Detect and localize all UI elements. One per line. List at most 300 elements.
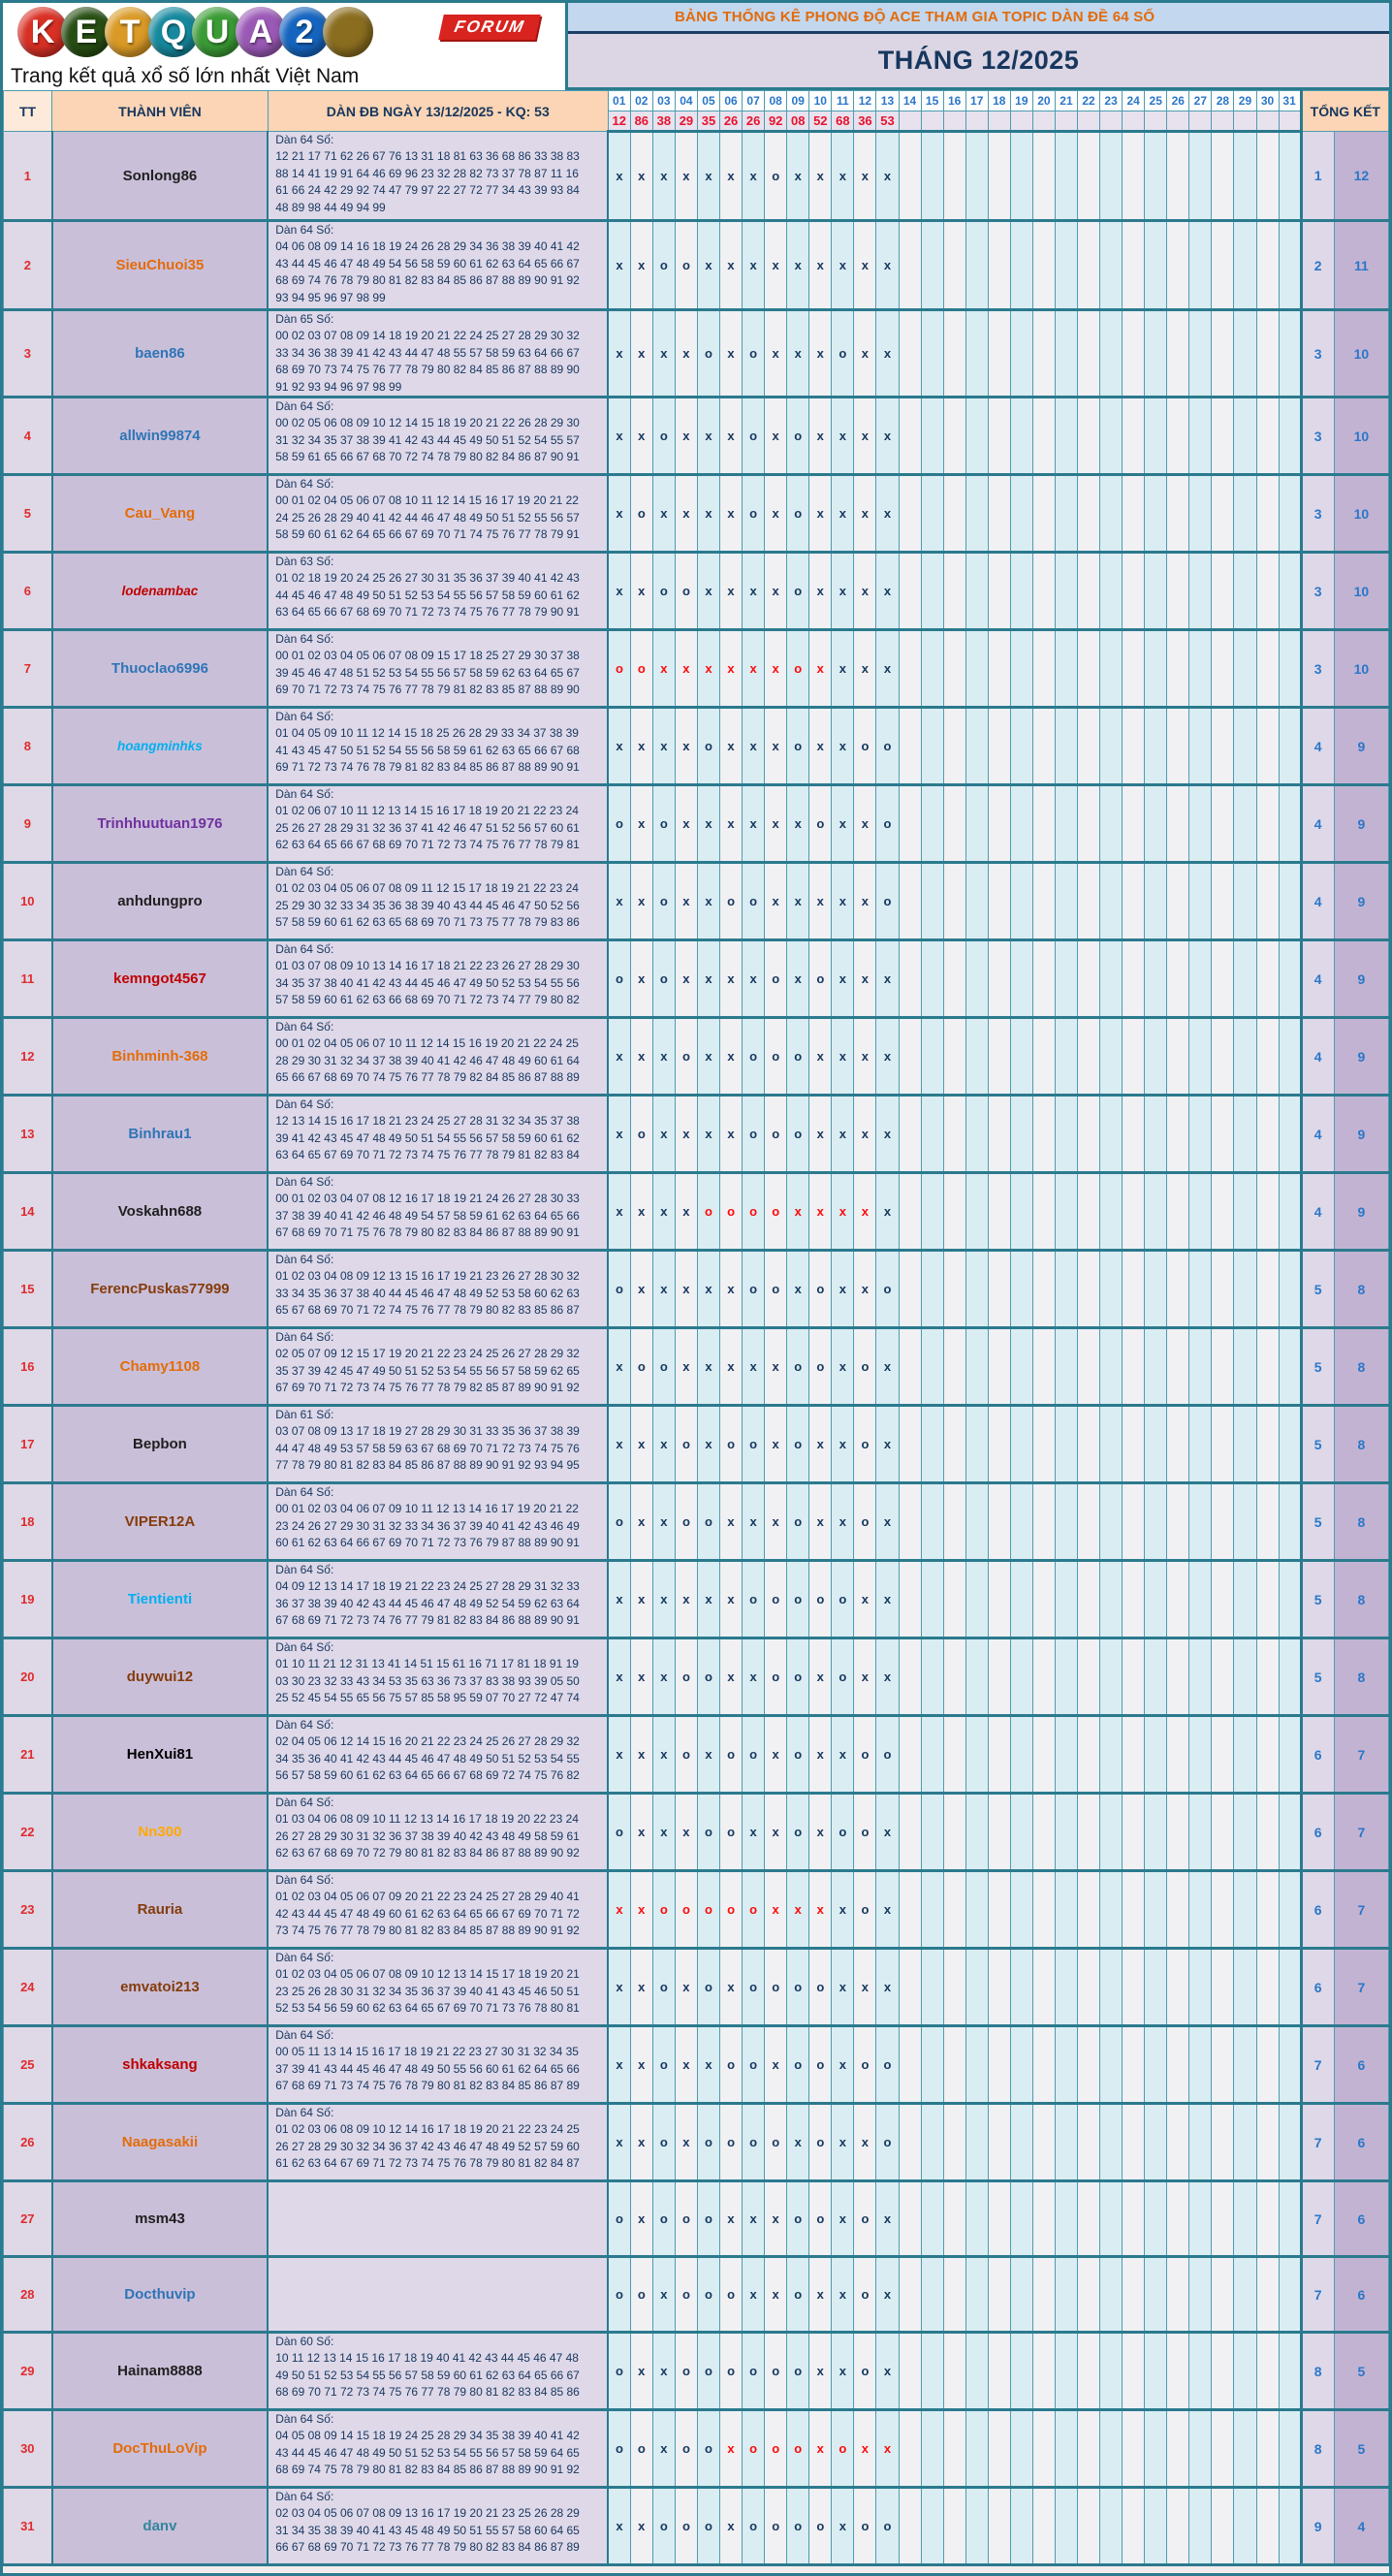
- hit-mark: o: [675, 1483, 697, 1561]
- day-header: 25: [1145, 91, 1167, 111]
- empty-day-cell: [1212, 708, 1234, 785]
- empty-day-cell: [1078, 2488, 1100, 2565]
- empty-day-cell: [899, 2333, 921, 2410]
- table-row: [4, 1173, 1389, 1251]
- empty-day-cell: [1100, 1251, 1123, 1328]
- row-number: 11: [4, 940, 52, 1018]
- empty-day-cell: [1167, 2410, 1189, 2488]
- miss-mark: x: [787, 310, 809, 398]
- empty-day-cell: [1078, 708, 1100, 785]
- miss-mark: x: [675, 785, 697, 863]
- empty-day-cell: [921, 1018, 943, 1096]
- dan-line: 43 44 45 46 47 48 49 50 51 52 53 54 55 56 57 58 59 64 65: [275, 2445, 580, 2460]
- empty-day-cell: [1032, 2488, 1055, 2565]
- empty-day-cell: [1010, 398, 1032, 475]
- hit-mark: o: [765, 1096, 787, 1173]
- empty-day-cell: [1145, 553, 1167, 630]
- empty-day-cell: [1234, 2181, 1256, 2257]
- empty-day-cell: [1010, 708, 1032, 785]
- table-row: [4, 1638, 1389, 1716]
- empty-day-cell: [1123, 1406, 1145, 1483]
- miss-mark: x: [652, 630, 675, 708]
- miss-mark: x: [675, 1794, 697, 1871]
- empty-day-cell: [1189, 1406, 1212, 1483]
- day-result-empty: [1055, 111, 1077, 132]
- top-bar: [3, 3, 1389, 90]
- empty-day-cell: [1256, 1328, 1279, 1406]
- dan-line: 04 05 08 09 14 15 18 19 24 25 28 29 34 35 38 39 40 41 42: [275, 2429, 580, 2443]
- empty-day-cell: [943, 475, 965, 553]
- empty-day-cell: [1189, 630, 1212, 708]
- miss-mark: x: [720, 398, 743, 475]
- miss-mark: x: [832, 1716, 854, 1794]
- empty-day-cell: [988, 1406, 1010, 1483]
- empty-day-cell: [1167, 630, 1189, 708]
- total-o-count: 4: [1301, 1018, 1334, 1096]
- empty-day-cell: [965, 1251, 988, 1328]
- empty-day-cell: [1078, 2257, 1100, 2333]
- empty-day-cell: [1189, 132, 1212, 221]
- table-row: [4, 2257, 1389, 2333]
- empty-day-cell: [988, 2410, 1010, 2488]
- empty-day-cell: [1189, 2026, 1212, 2104]
- empty-day-cell: [1212, 1716, 1234, 1794]
- miss-mark: x: [608, 221, 630, 310]
- empty-day-cell: [943, 1173, 965, 1251]
- row-number: 10: [4, 863, 52, 940]
- dan-numbers-cell: [268, 1018, 608, 1096]
- empty-day-cell: [1010, 221, 1032, 310]
- empty-day-cell: [1010, 1018, 1032, 1096]
- total-x-count: 8: [1334, 1328, 1388, 1406]
- day-result-empty: [1123, 111, 1145, 132]
- miss-mark: x: [876, 1096, 899, 1173]
- empty-day-cell: [965, 940, 988, 1018]
- dan-numbers-cell: [268, 2026, 608, 2104]
- empty-day-cell: [921, 2104, 943, 2181]
- empty-day-cell: [1055, 310, 1077, 398]
- miss-mark: x: [832, 2257, 854, 2333]
- month-title: THÁNG 12/2025: [568, 34, 1389, 90]
- dan-numbers-cell: [268, 708, 608, 785]
- hit-mark: o: [608, 785, 630, 863]
- day-result-empty: [965, 111, 988, 132]
- empty-day-cell: [1189, 1173, 1212, 1251]
- empty-day-cell: [1032, 132, 1055, 221]
- miss-mark: x: [876, 1483, 899, 1561]
- empty-day-cell: [988, 2104, 1010, 2181]
- dan-numbers-cell: [268, 1716, 608, 1794]
- row-number: 3: [4, 310, 52, 398]
- miss-mark: x: [720, 1949, 743, 2026]
- empty-day-cell: [1256, 1561, 1279, 1638]
- empty-day-cell: [899, 398, 921, 475]
- miss-mark: x: [787, 2104, 809, 2181]
- empty-day-cell: [1078, 940, 1100, 1018]
- total-x-count: 8: [1334, 1251, 1388, 1328]
- table-row: [4, 1328, 1389, 1406]
- row-number: 18: [4, 1483, 52, 1561]
- empty-day-cell: [921, 221, 943, 310]
- empty-day-cell: [1256, 1871, 1279, 1949]
- miss-mark: x: [809, 1173, 832, 1251]
- miss-mark: x: [697, 1018, 719, 1096]
- hit-mark: o: [787, 2333, 809, 2410]
- dan-line: 01 02 18 19 20 24 25 26 27 30 31 35 36 37 39 40 41 42 43: [275, 571, 580, 586]
- hit-mark: o: [652, 2181, 675, 2257]
- member-name: Binhminh-368: [52, 1018, 269, 1096]
- miss-mark: x: [854, 2410, 876, 2488]
- empty-day-cell: [988, 785, 1010, 863]
- logo-ball-icon: 2: [279, 7, 330, 57]
- miss-mark: x: [630, 1483, 652, 1561]
- empty-day-cell: [965, 1794, 988, 1871]
- empty-day-cell: [1145, 1716, 1167, 1794]
- hit-mark: o: [854, 2333, 876, 2410]
- empty-day-cell: [988, 553, 1010, 630]
- empty-day-cell: [965, 553, 988, 630]
- miss-mark: x: [787, 1173, 809, 1251]
- title-area: [568, 3, 1389, 90]
- empty-day-cell: [1256, 310, 1279, 398]
- empty-day-cell: [1279, 2488, 1301, 2565]
- empty-day-cell: [943, 2257, 965, 2333]
- empty-day-cell: [1123, 1483, 1145, 1561]
- empty-day-cell: [1010, 940, 1032, 1018]
- hit-mark: o: [697, 708, 719, 785]
- empty-day-cell: [899, 1483, 921, 1561]
- empty-day-cell: [1212, 1173, 1234, 1251]
- miss-mark: x: [608, 553, 630, 630]
- row-number: 20: [4, 1638, 52, 1716]
- empty-day-cell: [1032, 1018, 1055, 1096]
- empty-day-cell: [1055, 1018, 1077, 1096]
- day-header: 05: [697, 91, 719, 111]
- hit-mark: o: [652, 1328, 675, 1406]
- empty-day-cell: [1167, 1251, 1189, 1328]
- dan-line: 73 74 75 76 77 78 79 80 81 82 83 84 85 87 88 89 90 91 92: [275, 1924, 580, 1938]
- empty-day-cell: [1032, 1173, 1055, 1251]
- miss-mark: x: [675, 940, 697, 1018]
- hit-mark: o: [697, 1949, 719, 2026]
- logo-ball-icon: E: [61, 7, 111, 57]
- day-result: 52: [809, 111, 832, 132]
- member-name: Binhrau1: [52, 1096, 269, 1173]
- empty-day-cell: [1100, 2181, 1123, 2257]
- hit-mark: o: [697, 2181, 719, 2257]
- empty-day-cell: [1234, 2026, 1256, 2104]
- empty-day-cell: [1234, 1173, 1256, 1251]
- empty-day-cell: [1078, 398, 1100, 475]
- empty-day-cell: [943, 1483, 965, 1561]
- dan-line: 67 68 69 71 73 74 75 76 78 79 80 81 82 83 84 85 86 87 89: [275, 2079, 580, 2093]
- miss-mark: x: [765, 785, 787, 863]
- member-name: Thuoclao6996: [52, 630, 269, 708]
- empty-day-cell: [1189, 940, 1212, 1018]
- empty-day-cell: [1212, 1251, 1234, 1328]
- hit-mark: o: [608, 1483, 630, 1561]
- day-header: 29: [1234, 91, 1256, 111]
- empty-day-cell: [1212, 1871, 1234, 1949]
- empty-day-cell: [1123, 1561, 1145, 1638]
- miss-mark: x: [743, 708, 765, 785]
- day-header: 14: [899, 91, 921, 111]
- day-result-empty: [1167, 111, 1189, 132]
- empty-day-cell: [965, 863, 988, 940]
- miss-mark: x: [720, 1483, 743, 1561]
- total-x-count: 9: [1334, 1096, 1388, 1173]
- hit-mark: o: [697, 310, 719, 398]
- empty-day-cell: [1032, 1871, 1055, 1949]
- miss-mark: x: [630, 2488, 652, 2565]
- empty-day-cell: [899, 310, 921, 398]
- dan-numbers-cell: [268, 2333, 608, 2410]
- empty-day-cell: [1032, 1949, 1055, 2026]
- dan-line: 37 38 39 40 41 42 46 48 49 54 57 58 59 61 62 63 64 65 66: [275, 1208, 580, 1223]
- empty-day-cell: [899, 708, 921, 785]
- hit-mark: o: [787, 1096, 809, 1173]
- miss-mark: x: [720, 1096, 743, 1173]
- table-row: [4, 2026, 1389, 2104]
- total-x-count: 4: [1334, 2488, 1388, 2565]
- row-number: 27: [4, 2181, 52, 2257]
- empty-day-cell: [943, 1018, 965, 1096]
- hit-mark: o: [787, 1483, 809, 1561]
- miss-mark: x: [809, 1018, 832, 1096]
- empty-day-cell: [943, 2181, 965, 2257]
- miss-mark: x: [832, 785, 854, 863]
- empty-day-cell: [943, 785, 965, 863]
- empty-day-cell: [988, 1018, 1010, 1096]
- dan-line: 91 92 93 94 96 97 98 99: [275, 379, 402, 394]
- miss-mark: x: [809, 553, 832, 630]
- dan-title: Dàn 63 Số:: [275, 555, 334, 569]
- hit-mark: o: [743, 2026, 765, 2104]
- table-row: [4, 1406, 1389, 1483]
- table-row: [4, 2410, 1389, 2488]
- dan-title: Dàn 64 Số:: [275, 632, 334, 647]
- miss-mark: x: [832, 1173, 854, 1251]
- total-o-count: 7: [1301, 2104, 1334, 2181]
- empty-day-cell: [1256, 553, 1279, 630]
- miss-mark: x: [743, 1794, 765, 1871]
- miss-mark: x: [765, 1871, 787, 1949]
- dan-line: 35 37 39 42 45 47 49 50 51 52 53 54 55 56 57 58 59 62 65: [275, 1363, 580, 1378]
- miss-mark: x: [854, 940, 876, 1018]
- empty-day-cell: [1100, 1949, 1123, 2026]
- empty-day-cell: [1145, 398, 1167, 475]
- empty-day-cell: [943, 2026, 965, 2104]
- hit-mark: o: [765, 2488, 787, 2565]
- miss-mark: x: [832, 1096, 854, 1173]
- miss-mark: x: [652, 708, 675, 785]
- empty-day-cell: [1100, 1871, 1123, 1949]
- miss-mark: x: [743, 630, 765, 708]
- miss-mark: x: [697, 630, 719, 708]
- empty-day-cell: [1145, 2333, 1167, 2410]
- dan-numbers-cell: [268, 785, 608, 863]
- empty-day-cell: [1123, 2410, 1145, 2488]
- dan-numbers-cell: [268, 475, 608, 553]
- empty-day-cell: [1234, 785, 1256, 863]
- empty-day-cell: [1256, 785, 1279, 863]
- table-row: [4, 1871, 1389, 1949]
- empty-day-cell: [1010, 553, 1032, 630]
- total-x-count: 10: [1334, 630, 1388, 708]
- hit-mark: o: [765, 2410, 787, 2488]
- empty-day-cell: [1167, 785, 1189, 863]
- day-result-empty: [1189, 111, 1212, 132]
- empty-day-cell: [1100, 132, 1123, 221]
- miss-mark: x: [743, 2181, 765, 2257]
- dan-line: 26 27 28 29 30 31 32 36 37 38 39 40 42 43 48 49 58 59 61: [275, 1829, 580, 1843]
- empty-day-cell: [1256, 630, 1279, 708]
- row-number: 5: [4, 475, 52, 553]
- miss-mark: x: [630, 940, 652, 1018]
- total-o-count: 4: [1301, 708, 1334, 785]
- total-o-count: 3: [1301, 553, 1334, 630]
- empty-day-cell: [1032, 2410, 1055, 2488]
- miss-mark: x: [854, 785, 876, 863]
- member-name: Bepbon: [52, 1406, 269, 1483]
- empty-day-cell: [1055, 132, 1077, 221]
- empty-day-cell: [1189, 863, 1212, 940]
- day-header: 30: [1256, 91, 1279, 111]
- empty-day-cell: [1055, 1251, 1077, 1328]
- miss-mark: x: [630, 132, 652, 221]
- miss-mark: x: [697, 1406, 719, 1483]
- empty-day-cell: [1256, 2104, 1279, 2181]
- empty-day-cell: [1212, 1638, 1234, 1716]
- miss-mark: x: [720, 1018, 743, 1096]
- miss-mark: x: [854, 398, 876, 475]
- empty-day-cell: [943, 398, 965, 475]
- total-x-count: 7: [1334, 1871, 1388, 1949]
- empty-day-cell: [1279, 1173, 1301, 1251]
- empty-day-cell: [1189, 1018, 1212, 1096]
- empty-day-cell: [1055, 1096, 1077, 1173]
- total-o-count: 5: [1301, 1251, 1334, 1328]
- empty-day-cell: [943, 1096, 965, 1173]
- empty-day-cell: [1279, 553, 1301, 630]
- dan-title: Dàn 64 Số:: [275, 223, 334, 237]
- hit-mark: o: [876, 2026, 899, 2104]
- empty-day-cell: [1145, 785, 1167, 863]
- logo-balls-icon: [24, 7, 373, 57]
- empty-day-cell: [1055, 1949, 1077, 2026]
- empty-day-cell: [1100, 1716, 1123, 1794]
- total-o-count: 5: [1301, 1483, 1334, 1561]
- total-x-count: 10: [1334, 398, 1388, 475]
- total-o-count: 5: [1301, 1406, 1334, 1483]
- empty-day-cell: [1010, 1173, 1032, 1251]
- dan-numbers-cell: [268, 1096, 608, 1173]
- empty-day-cell: [1078, 221, 1100, 310]
- empty-day-cell: [1078, 1794, 1100, 1871]
- dan-title: Dàn 64 Số:: [275, 865, 334, 879]
- empty-day-cell: [1189, 475, 1212, 553]
- dan-line: 69 71 72 73 74 76 78 79 81 82 83 84 85 86 87 88 89 90 91: [275, 760, 580, 775]
- table-row: [4, 1949, 1389, 2026]
- table-row: [4, 310, 1389, 398]
- empty-day-cell: [1032, 553, 1055, 630]
- dan-line: 61 62 63 64 67 69 71 72 73 74 75 76 78 79 80 81 82 84 87: [275, 2156, 580, 2171]
- empty-day-cell: [899, 1328, 921, 1406]
- miss-mark: x: [697, 475, 719, 553]
- miss-mark: x: [765, 2026, 787, 2104]
- empty-day-cell: [965, 475, 988, 553]
- hit-mark: o: [675, 1638, 697, 1716]
- member-name: SieuChuoi35: [52, 221, 269, 310]
- board-title: BẢNG THỐNG KÊ PHONG ĐỘ ACE THAM GIA TOPIC DÀN ĐỀ 64 SỐ: [568, 3, 1389, 34]
- empty-day-cell: [1032, 708, 1055, 785]
- empty-day-cell: [1167, 475, 1189, 553]
- empty-day-cell: [1234, 1096, 1256, 1173]
- empty-day-cell: [1010, 132, 1032, 221]
- empty-day-cell: [1145, 1173, 1167, 1251]
- miss-mark: x: [675, 2026, 697, 2104]
- dan-line: 37 39 41 43 44 45 46 47 48 49 50 55 56 60 61 62 64 65 66: [275, 2061, 580, 2076]
- dan-line: 23 24 26 27 29 30 31 32 33 34 36 37 39 40 41 42 43 46 49: [275, 1518, 580, 1533]
- hit-mark: o: [809, 1251, 832, 1328]
- hit-mark: o: [652, 553, 675, 630]
- total-x-count: 8: [1334, 1406, 1388, 1483]
- miss-mark: x: [809, 1096, 832, 1173]
- member-name: Trinhhuutuan1976: [52, 785, 269, 863]
- row-number: 15: [4, 1251, 52, 1328]
- empty-day-cell: [965, 1406, 988, 1483]
- empty-day-cell: [1123, 2488, 1145, 2565]
- empty-day-cell: [921, 785, 943, 863]
- empty-day-cell: [1212, 553, 1234, 630]
- logo-ball-icon: A: [236, 7, 286, 57]
- total-o-count: 5: [1301, 1561, 1334, 1638]
- dan-line: 25 29 30 32 33 34 35 36 38 39 40 43 44 45 46 47 50 52 56: [275, 898, 580, 912]
- empty-day-cell: [988, 630, 1010, 708]
- member-name: Tientienti: [52, 1561, 269, 1638]
- empty-day-cell: [1189, 1251, 1212, 1328]
- total-x-count: 9: [1334, 1018, 1388, 1096]
- miss-mark: x: [630, 1716, 652, 1794]
- empty-day-cell: [1055, 2026, 1077, 2104]
- empty-day-cell: [1212, 1794, 1234, 1871]
- row-number: 7: [4, 630, 52, 708]
- hit-mark: o: [675, 1716, 697, 1794]
- empty-day-cell: [988, 310, 1010, 398]
- empty-day-cell: [1167, 1018, 1189, 1096]
- empty-day-cell: [1100, 310, 1123, 398]
- miss-mark: x: [652, 2410, 675, 2488]
- empty-day-cell: [899, 2104, 921, 2181]
- empty-day-cell: [1123, 940, 1145, 1018]
- hit-mark: o: [743, 2488, 765, 2565]
- miss-mark: x: [652, 1716, 675, 1794]
- table-row: [4, 2104, 1389, 2181]
- empty-day-cell: [1032, 940, 1055, 1018]
- miss-mark: x: [854, 2104, 876, 2181]
- empty-day-cell: [1032, 2333, 1055, 2410]
- dan-line: 12 21 17 71 62 26 67 76 13 31 18 81 63 36 68 86 33 38 83: [275, 149, 580, 164]
- empty-day-cell: [988, 1871, 1010, 1949]
- empty-day-cell: [1145, 1406, 1167, 1483]
- empty-day-cell: [899, 2488, 921, 2565]
- empty-day-cell: [1256, 2333, 1279, 2410]
- dan-title: Dàn 64 Số:: [275, 1873, 334, 1888]
- miss-mark: x: [608, 1716, 630, 1794]
- hit-mark: o: [876, 785, 899, 863]
- empty-day-cell: [1123, 1096, 1145, 1173]
- empty-day-cell: [1234, 1871, 1256, 1949]
